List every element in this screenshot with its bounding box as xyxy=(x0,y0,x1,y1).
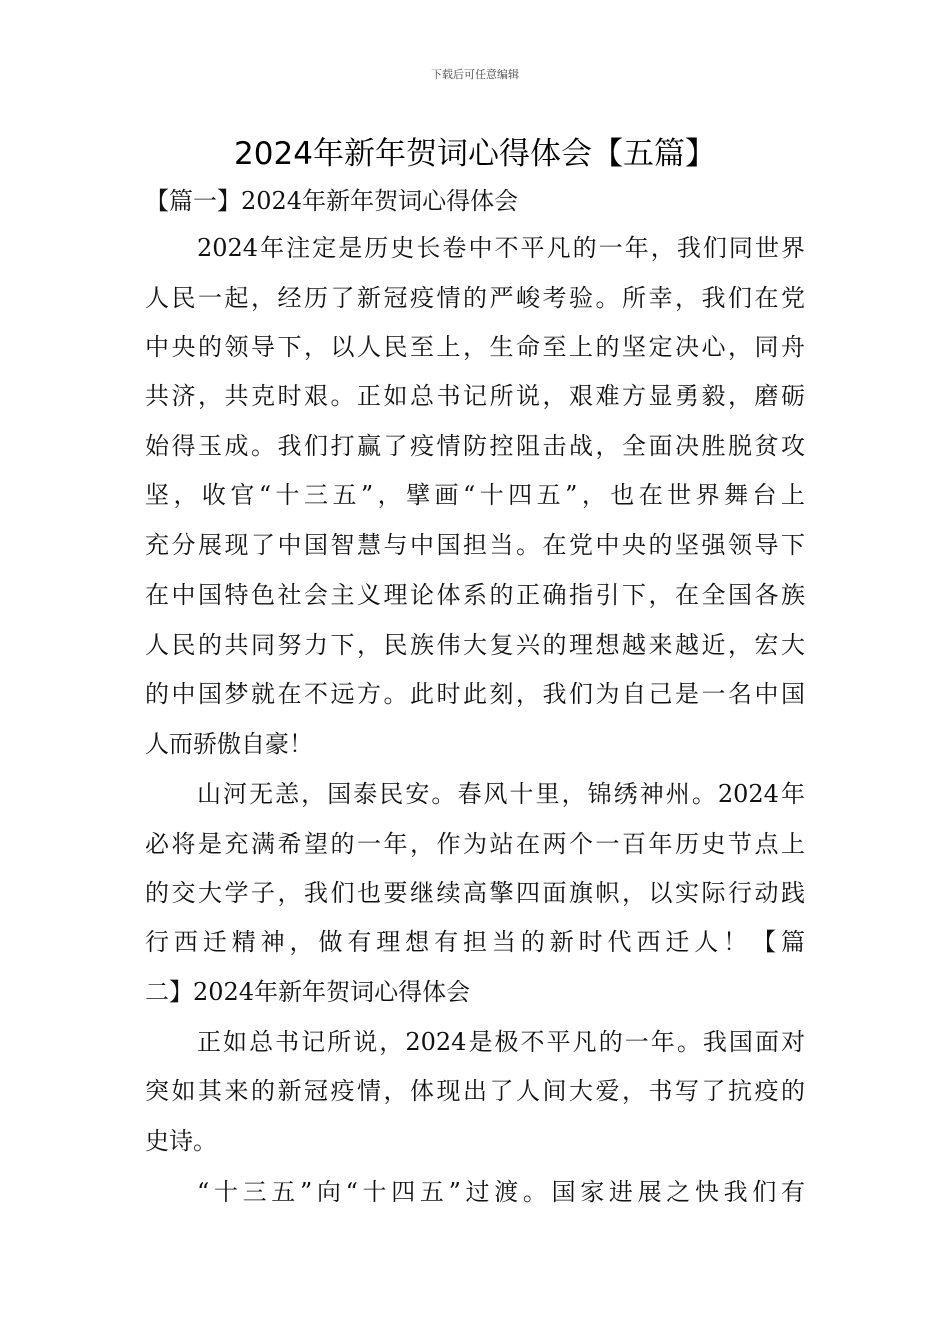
header-note: 下载后可任意编辑 xyxy=(431,68,519,81)
paragraph-line: 正如总书记所说，2024是极不平凡的一年。我国面对 xyxy=(197,1028,805,1056)
paragraph-line: 人民一起，经历了新冠疫情的严峻考验。所幸，我们在党 xyxy=(145,284,805,312)
document-title: 2024年新年贺词心得体会【五篇】 xyxy=(234,136,716,172)
paragraph-line: 的交大学子，我们也要继续高擎四面旗帜，以实际行动践 xyxy=(145,879,805,907)
paragraph-line: 人而骄傲自豪！ xyxy=(145,730,313,758)
paragraph-line: 2024年注定是历史长卷中不平凡的一年，我们同世界 xyxy=(197,234,805,262)
paragraph-line: 人民的共同努力下，民族伟大复兴的理想越来越近，宏大 xyxy=(145,631,805,659)
paragraph-line: 中央的领导下，以人民至上，生命至上的坚定决心，同舟 xyxy=(145,333,805,361)
section-heading-1: 【篇一】2024年新年贺词心得体会 xyxy=(145,187,519,215)
paragraph-line: 突如其来的新冠疫情，体现出了人间大爱，书写了抗疫的 xyxy=(145,1077,805,1105)
paragraph-line: “十三五”向“十四五”过渡。国家进展之快我们有 xyxy=(197,1178,805,1206)
paragraph-line: 共济，共克时艰。正如总书记所说，艰难方显勇毅，磨砺 xyxy=(145,382,805,410)
paragraph-line: 始得玉成。我们打赢了疫情防控阻击战，全面决胜脱贫攻 xyxy=(145,432,805,460)
section-heading-2: 二】2024年新年贺词心得体会 xyxy=(145,978,471,1006)
paragraph-line: 在中国特色社会主义理论体系的正确指引下，在全国各族 xyxy=(145,581,805,609)
paragraph-line: 行西迁精神，做有理想有担当的新时代西迁人！【篇 xyxy=(145,928,805,956)
paragraph-line: 的中国梦就在不远方。此时此刻，我们为自己是一名中国 xyxy=(145,680,805,708)
paragraph-line: 史诗。 xyxy=(145,1127,217,1155)
paragraph-line: 充分展现了中国智慧与中国担当。在党中央的坚强领导下 xyxy=(145,531,805,559)
paragraph-line: 山河无恙，国泰民安。春风十里，锦绣神州。2024年 xyxy=(197,780,805,808)
paragraph-line: 必将是充满希望的一年，作为站在两个一百年历史节点上 xyxy=(145,830,805,858)
paragraph-line: 坚，收官“十三五”，擘画“十四五”，也在世界舞台上 xyxy=(145,481,805,509)
